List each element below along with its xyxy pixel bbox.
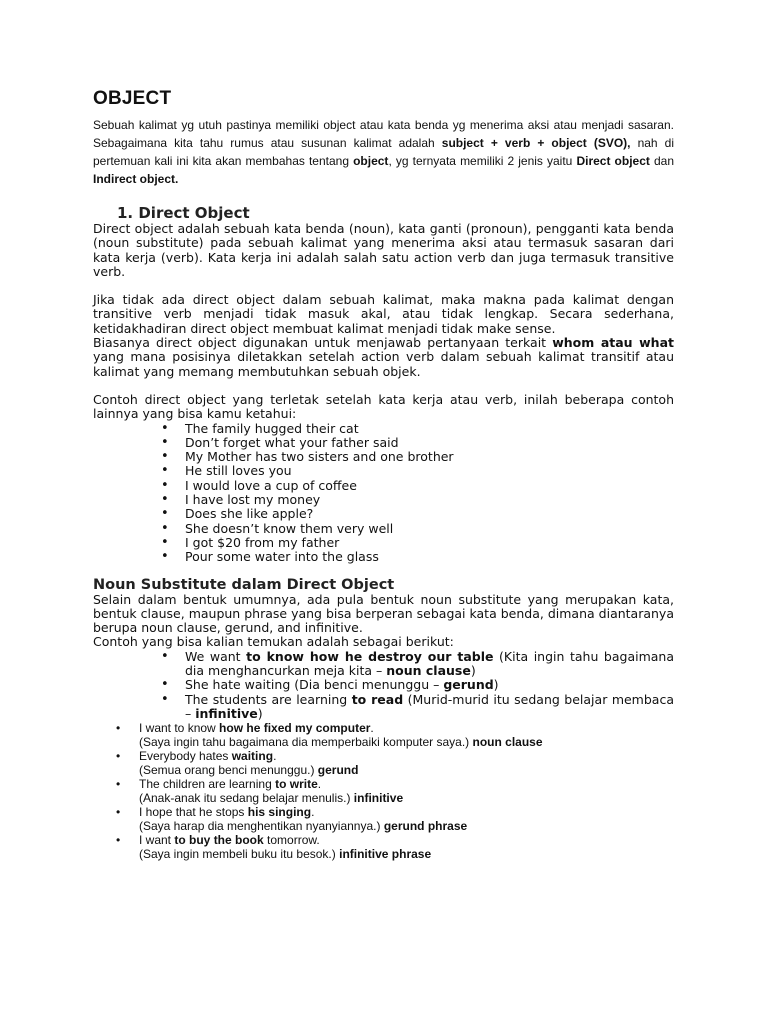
list-item: • The family hugged their cat — [185, 422, 674, 436]
example-text: ) — [470, 663, 476, 679]
list-item — [139, 777, 674, 805]
example-bold: his singing — [247, 805, 312, 820]
section-heading-noun-substitute: Noun Substitute dalam Direct Object — [93, 576, 395, 593]
example-text: The children are learning — [139, 777, 276, 792]
example-text: . — [311, 805, 315, 820]
example-text: ) — [257, 705, 263, 721]
translation-text: (Saya ingin tahu bagaimana dia memperbaiki komputer saya.) — [139, 735, 473, 750]
direct-object-paragraph: Jika tidak ada direct object dalam sebuah kalimat, maka makna pada kalimat dengan transitive verb menjadi tidak masuk akal, atau tidak lengkap. Secara sederhana, ketidakhadiran direct object membuat kalimat menjadi tidak make sense. — [93, 292, 674, 336]
list-item — [139, 749, 674, 777]
example-translation — [139, 735, 674, 749]
noun-substitute-examples-intro: Contoh yang bisa kalian temukan adalah sebagai berikut: — [93, 634, 454, 650]
list-item — [139, 833, 674, 861]
example-type: infinitive phrase — [339, 847, 432, 862]
list-item: • Pour some water into the glass — [185, 550, 674, 564]
intro-paragraph — [93, 116, 674, 188]
example-type: gerund — [443, 677, 494, 693]
example-text: tomorrow. — [263, 833, 320, 848]
example-translation — [139, 791, 674, 805]
example-bold: to know how he destroy our table — [246, 648, 494, 664]
whom-what-bold: whom atau what — [552, 335, 674, 351]
example-translation — [139, 819, 674, 833]
example-type: infinitive — [195, 705, 258, 721]
noun-substitute-examples-list — [93, 650, 674, 721]
example-text: She hate waiting (Dia benci menunggu – — [185, 677, 444, 693]
translation-text: (Saya ingin membeli buku itu besok.) — [139, 847, 340, 862]
intro-text: , yg ternyata memiliki 2 jenis yaitu — [388, 154, 577, 168]
noun-substitute-paragraph: Selain dalam bentuk umumnya, ada pula bentuk noun substitute yang merupakan kata, bentuk clause, maupun phrase yang bisa berperan sebagai kata benda, dimana diantaranya berupa noun clause, gerund, and infinitive. — [93, 591, 674, 636]
example-translation — [139, 847, 674, 861]
example-text: ) — [493, 677, 499, 693]
example-text: I hope that he stops — [139, 805, 248, 820]
example-bold: to buy the book — [174, 833, 264, 848]
list-item: • I got $20 from my father — [185, 536, 674, 550]
translation-text: (Saya harap dia menghentikan nyanyiannya.) — [139, 819, 384, 834]
example-type: gerund phrase — [383, 819, 468, 834]
section-heading-direct-object: 1. Direct Object — [117, 204, 250, 222]
example-type: infinitive — [353, 791, 404, 806]
paragraph-text: Biasanya direct object digunakan untuk menjawab pertanyaan terkait — [93, 335, 553, 351]
list-item — [185, 693, 674, 722]
direct-object-examples-list — [93, 422, 674, 565]
example-text: I want to know — [139, 721, 220, 736]
example-type: noun clause — [472, 735, 543, 750]
translation-text: (Semua orang benci menunggu.) — [139, 763, 318, 778]
example-text: . — [370, 721, 374, 736]
examples-intro: Contoh direct object yang terletak setelah kata kerja atau verb, inilah beberapa contoh lainnya yang bisa kamu ketahui: — [93, 391, 674, 422]
example-text: Everybody hates — [139, 749, 232, 764]
list-item: • Don’t forget what your father said — [185, 436, 674, 450]
intro-text: Sebuah kalimat yg utuh pastinya memiliki object atau kata benda yg menerima aksi atau menjadi sasaran. Sebagaimana kita tahu rumus atau susunan kalimat adalah — [93, 118, 674, 150]
list-item: • Does she like apple? — [185, 507, 674, 521]
example-bold: to read — [351, 691, 404, 707]
translation-text: (Anak-anak itu sedang belajar menulis.) — [139, 791, 354, 806]
document-page — [93, 88, 674, 861]
example-text: (Murid-murid itu sedang belajar membaca – — [185, 691, 674, 721]
example-text: . — [273, 749, 277, 764]
list-item — [185, 650, 674, 679]
direct-object-definition: Direct object adalah sebuah kata benda (noun), kata ganti (pronoun), pengganti kata benda (noun substitute) pada sebuah kalimat yang menerima aksi atau termasuk sasaran dari kata kerja (verb). Kata kerja ini adalah salah satu action verb dan juga termasuk transitive verb. — [93, 221, 674, 279]
example-bold: how he fixed my computer — [219, 721, 371, 736]
list-item — [185, 678, 674, 692]
list-item: • My Mother has two sisters and one brother — [185, 450, 674, 464]
example-type: gerund — [317, 763, 359, 778]
intro-svo: subject + verb + object (SVO), — [441, 136, 631, 150]
intro-text: dan — [649, 154, 675, 168]
intro-object: object — [353, 154, 389, 168]
intro-indirect-object: Indirect object. — [93, 172, 179, 186]
example-text: We want — [185, 648, 247, 664]
example-type: noun clause — [386, 663, 471, 679]
example-text: I want — [139, 833, 175, 848]
example-bold: to write — [275, 777, 318, 792]
direct-object-whom-what — [93, 336, 674, 379]
intro-text: nah di pertemuan kali ini kita akan membahas tentang — [93, 136, 675, 168]
document-title: OBJECT — [93, 88, 172, 109]
example-text: The students are learning — [185, 691, 352, 707]
list-item: • I would love a cup of coffee — [185, 479, 674, 493]
list-item — [139, 805, 674, 833]
example-text: . — [317, 777, 322, 792]
list-item: • He still loves you — [185, 464, 674, 478]
list-item: • I have lost my money — [185, 493, 674, 507]
example-text: (Kita ingin tahu bagaimana dia menghancurkan meja kita – — [185, 648, 674, 679]
example-translation — [139, 763, 674, 777]
list-item: • She doesn’t know them very well — [185, 522, 674, 536]
example-bold: waiting — [231, 749, 274, 764]
intro-direct-object: Direct object — [576, 154, 650, 168]
paragraph-text: yang mana posisinya diletakkan setelah action verb dalam sebuah kalimat transitif atau kalimat yang memang membutuhkan sebuah objek. — [93, 349, 674, 379]
translated-examples-list — [93, 721, 674, 861]
list-item — [139, 721, 674, 749]
